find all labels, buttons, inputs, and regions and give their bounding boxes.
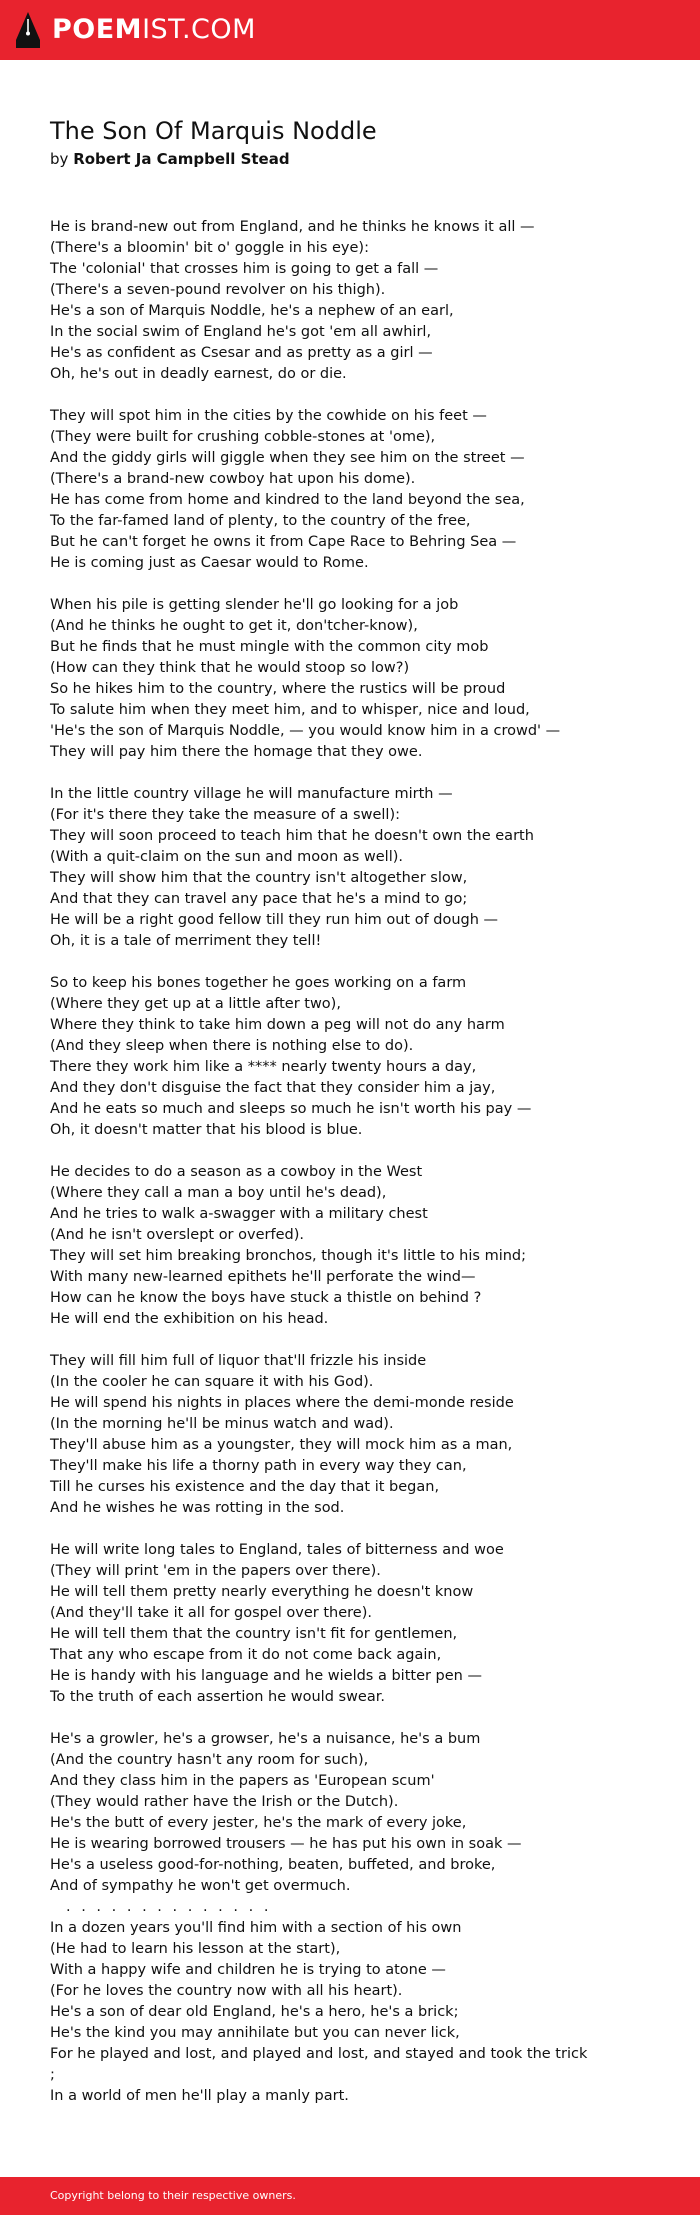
poem-line: They will show him that the country isn't altogether slow, [50, 870, 468, 886]
poem-line: (They were built for crushing cobble-stones at 'ome), [50, 429, 436, 445]
author-name[interactable]: Robert Ja Campbell Stead [73, 150, 290, 168]
poem-line: (And they'll take it all for gospel over there). [50, 1605, 372, 1621]
poem-line: 'He's the son of Marquis Noddle, — you would know him in a crowd' — [50, 723, 561, 739]
site-header [0, 0, 700, 60]
poem-line: And the giddy girls will giggle when they see him on the street — [50, 450, 525, 466]
poem-line: He's a son of dear old England, he's a hero, he's a brick; [50, 2004, 459, 2020]
poem-line: He will be a right good fellow till they run him out of dough — [50, 912, 499, 928]
poem-line: To salute him when they meet him, and to whisper, nice and loud, [50, 702, 530, 718]
poem-line: (Where they call a man a boy until he's dead), [50, 1185, 387, 1201]
poem-line: (And the country hasn't any room for such), [50, 1752, 369, 1768]
site-logo[interactable] [14, 10, 256, 50]
poem-line: He's a useless good-for-nothing, beaten, buffeted, and broke, [50, 1857, 496, 1873]
poem-line: (There's a seven-pound revolver on his thigh). [50, 282, 386, 298]
poem-line: In the little country village he will manufacture mirth — [50, 786, 453, 802]
poem-stanza [50, 406, 670, 574]
poem-stanza [50, 973, 670, 1141]
copyright-notice: Copyright belong to their respective owners. [50, 2189, 296, 2202]
brand-bold: POEM [52, 14, 143, 45]
poem-line: ; [50, 2067, 55, 2083]
poem-line: He will tell them that the country isn't fit for gentlemen, [50, 1626, 458, 1642]
poem-line: In the social swim of England he's got 'em all awhirl, [50, 324, 432, 340]
poem-line: (For he loves the country now with all his heart). [50, 1983, 403, 1999]
poem-line: That any who escape from it do not come back again, [50, 1647, 442, 1663]
poem-line: But he can't forget he owns it from Cape Race to Behring Sea — [50, 534, 517, 550]
poem-line: He will end the exhibition on his head. [50, 1311, 329, 1327]
poem-line: So to keep his bones together he goes working on a farm [50, 975, 467, 991]
poem-stanza [50, 784, 670, 952]
poem-line: He's a son of Marquis Noddle, he's a nephew of an earl, [50, 303, 454, 319]
poem-line: Oh, he's out in deadly earnest, do or die. [50, 366, 347, 382]
poem-line: He's a growler, he's a growser, he's a nuisance, he's a bum [50, 1731, 481, 1747]
poem-stanza [50, 595, 670, 763]
poem-line: He will tell them pretty nearly everything he doesn't know [50, 1584, 474, 1600]
poem-line: Oh, it doesn't matter that his blood is blue. [50, 1122, 363, 1138]
poem-line: They will soon proceed to teach him that he doesn't own the earth [50, 828, 534, 844]
site-footer [0, 2177, 700, 2215]
poem-line: They will spot him in the cities by the cowhide on his feet — [50, 408, 487, 424]
poem-line: Where they think to take him down a peg will not do any harm [50, 1017, 505, 1033]
brand-light: IST.COM [142, 14, 256, 45]
poem-line: He will write long tales to England, tales of bitterness and woe [50, 1542, 504, 1558]
poem-line: (In the cooler he can square it with his God). [50, 1374, 374, 1390]
poem-line: To the far-famed land of plenty, to the country of the free, [50, 513, 471, 529]
brand-wordmark [52, 10, 256, 50]
poem-line: They will set him breaking bronchos, though it's little to his mind; [50, 1248, 527, 1264]
poem-line: In a world of men he'll play a manly part. [50, 2088, 349, 2104]
poem-line: And he tries to walk a-swagger with a military chest [50, 1206, 428, 1222]
poem-line: They'll make his life a thorny path in every way they can, [50, 1458, 467, 1474]
poem-line: To the truth of each assertion he would swear. [50, 1689, 385, 1705]
poem-line: And he eats so much and sleeps so much he isn't worth his pay — [50, 1101, 532, 1117]
poem-line: And they class him in the papers as 'European scum' [50, 1773, 435, 1789]
poem-stanza [50, 217, 670, 385]
poem-line: He will spend his nights in places where the demi-monde reside [50, 1395, 514, 1411]
poem-line: He has come from home and kindred to the land beyond the sea, [50, 492, 525, 508]
poem-line: (There's a brand-new cowboy hat upon his dome). [50, 471, 416, 487]
byline [50, 148, 290, 170]
poem-line: (And he isn't overslept or overfed). [50, 1227, 304, 1243]
poem-line: He is handy with his language and he wields a bitter pen — [50, 1668, 482, 1684]
poem-line: In a dozen years you'll find him with a section of his own [50, 1920, 462, 1936]
poem-line: And he wishes he was rotting in the sod. [50, 1500, 345, 1516]
poem-line: He decides to do a season as a cowboy in the West [50, 1164, 423, 1180]
poem-line: (He had to learn his lesson at the start), [50, 1941, 341, 1957]
poem-line: (They would rather have the Irish or the Dutch). [50, 1794, 399, 1810]
poem-line: Oh, it is a tale of merriment they tell! [50, 933, 322, 949]
poem-line: When his pile is getting slender he'll go looking for a job [50, 597, 459, 613]
poem-line: He is brand-new out from England, and he thinks he knows it all — [50, 219, 535, 235]
poem-line: He's as confident as Csesar and as pretty as a girl — [50, 345, 433, 361]
poem-line: He's the kind you may annihilate but you can never lick, [50, 2025, 460, 2041]
poem-line: There they work him like a **** nearly twenty hours a day, [50, 1059, 477, 1075]
poem-line: But he finds that he must mingle with the common city mob [50, 639, 489, 655]
poem-line: (In the morning he'll be minus watch and wad). [50, 1416, 394, 1432]
poem-line: The 'colonial' that crosses him is going to get a fall — [50, 261, 439, 277]
poem-line: For he played and lost, and played and lost, and stayed and took the trick [50, 2046, 588, 2062]
poem-line: So he hikes him to the country, where the rustics will be proud [50, 681, 506, 697]
poem-line: How can he know the boys have stuck a thistle on behind ? [50, 1290, 482, 1306]
poem-line: (For it's there they take the measure of a swell): [50, 807, 400, 823]
poem-line: With many new-learned epithets he'll perforate the wind— [50, 1269, 476, 1285]
poem-stanza [50, 1162, 670, 1330]
poem-stanza [50, 1351, 670, 1519]
poem-line: He is coming just as Caesar would to Rome. [50, 555, 369, 571]
poem-line: (And they sleep when there is nothing else to do). [50, 1038, 414, 1054]
poem-line: Till he curses his existence and the day that it began, [50, 1479, 440, 1495]
poem-body [50, 217, 670, 2107]
stanza-separator: . . . . . . . . . . . . . . [66, 1899, 272, 1915]
poem-line: He's the butt of every jester, he's the mark of every joke, [50, 1815, 467, 1831]
poem-line: (Where they get up at a little after two), [50, 996, 341, 1012]
poem-title: The Son Of Marquis Noddle [50, 117, 377, 145]
poem-line: He is wearing borrowed trousers — he has put his own in soak — [50, 1836, 522, 1852]
poem-line: They will pay him there the homage that they owe. [50, 744, 423, 760]
poem-line: (There's a bloomin' bit o' goggle in his eye): [50, 240, 369, 256]
poem-line: They'll abuse him as a youngster, they will mock him as a man, [50, 1437, 513, 1453]
poem-line: With a happy wife and children he is trying to atone — [50, 1962, 446, 1978]
poem-line: (With a quit-claim on the sun and moon as well). [50, 849, 403, 865]
poem-stanza [50, 1729, 670, 1897]
poem-line: And of sympathy he won't get overmuch. [50, 1878, 351, 1894]
poem-stanza [50, 1540, 670, 1708]
poem-line: (And he thinks he ought to get it, don'tcher-know), [50, 618, 418, 634]
poem-line: And that they can travel any pace that he's a mind to go; [50, 891, 468, 907]
poem-line: (They will print 'em in the papers over there). [50, 1563, 381, 1579]
poem-line: (How can they think that he would stoop so low?) [50, 660, 410, 676]
poem-stanza-final [50, 1918, 670, 2107]
poem-line: And they don't disguise the fact that they consider him a jay, [50, 1080, 496, 1096]
by-label: by [50, 150, 69, 168]
poem-line: They will fill him full of liquor that'll frizzle his inside [50, 1353, 427, 1369]
pen-nib-icon [14, 10, 42, 50]
